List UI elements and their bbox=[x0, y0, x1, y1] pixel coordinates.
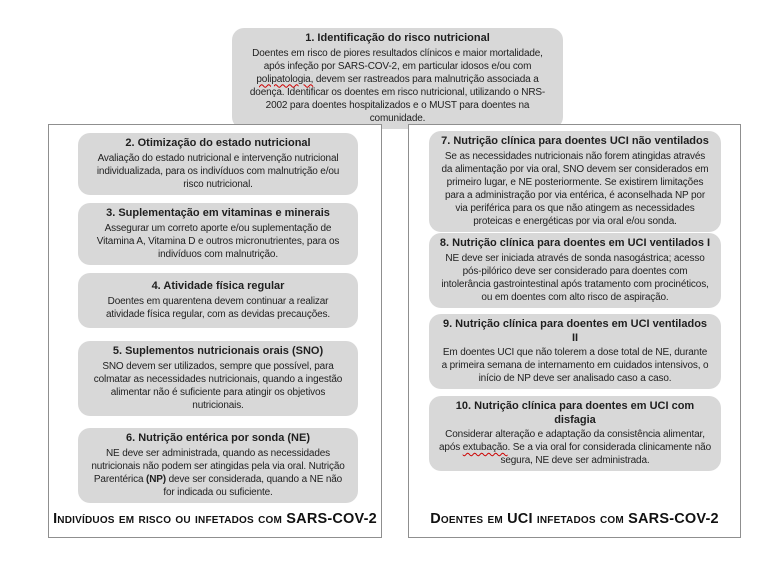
box-9-title: 9. Nutrição clínica para doentes em UCI ventilados II bbox=[442, 318, 708, 344]
box-1-body-post: devem ser rastreados para malnutrição associada a doença. Identificar os doentes em risco nutricional, utilizando o NRS-2002 para doentes hospitalizados e o MUST para doentes na comunidade. bbox=[249, 73, 546, 124]
box-5-oral-nutritional-supplements bbox=[78, 341, 358, 416]
box-3-body: Assegurar um correto aporte e/ou suplementação de Vitamina A, Vitamina D e outros micronutrientes, para os indivíduos com malnutrição. bbox=[96, 222, 340, 260]
box-6-body-post: deve ser considerada, quando a NE não for indicada ou suficiente. bbox=[163, 473, 343, 498]
box-1-body bbox=[242, 47, 553, 125]
box-6-body-pre: NE deve ser administrada, quando as necessidades nutricionais não podem ser atingidas pela via oral. Nutrição Parentérica bbox=[91, 447, 345, 485]
box-10-body-pre: Considerar alteração e adaptação da consistência alimentar, após bbox=[439, 429, 705, 453]
box-4-regular-physical-activity bbox=[78, 273, 358, 328]
box-8-title: 8. Nutrição clínica para doentes em UCI ventilados I bbox=[439, 237, 711, 249]
box-4-title: 4. Atividade física regular bbox=[151, 280, 285, 293]
box-10-icu-dysphagia bbox=[429, 396, 721, 471]
box-10-title: 10. Nutrição clínica para doentes em UCI com disfagia bbox=[455, 400, 695, 426]
box-4-body: Doentes em quarentena devem continuar a realizar atividade física regular, com as devidas precauções. bbox=[106, 295, 330, 320]
box-3-vitamin-mineral-supplementation bbox=[78, 203, 358, 265]
box-2-nutritional-status-optimization bbox=[78, 133, 358, 195]
box-3-title: 3. Suplementação em vitaminas e minerais bbox=[106, 207, 330, 219]
box-1-title: 1. Identificação do risco nutricional bbox=[305, 32, 490, 44]
box-6-body bbox=[88, 447, 348, 499]
panel-right-footer-label: Doentes em UCI infetados com SARS-COV-2 bbox=[430, 511, 719, 527]
panel-individuals-at-risk bbox=[48, 124, 382, 538]
box-7-body: Se as necessidades nutricionais não forem atingidas através da alimentação por via oral, SNO devem ser considerados em primeiro lugar, e NE posteriormente. Se existirem limitações para a administração por via entérica, é aconselhada NP por via periférica para os que não atingem as necessidades proteicas e energéticas por via oral e/ou sonda. bbox=[441, 150, 709, 227]
box-7-icu-non-ventilated bbox=[429, 131, 721, 232]
box-6-enteral-tube-nutrition bbox=[78, 428, 358, 503]
box-10-body bbox=[439, 428, 711, 467]
box-9-body: Em doentes UCI que não tolerem a dose total de NE, durante a primeira semana de internamento em cuidados intensivos, o início de NP deve ser analisado caso a caso. bbox=[441, 347, 709, 384]
box-7-title: 7. Nutrição clínica para doentes UCI não ventilados bbox=[441, 135, 709, 147]
box-9-icu-ventilated-2 bbox=[429, 314, 721, 389]
box-1-body-pre: Doentes em risco de piores resultados clínicos e maior mortalidade, após infeção por SARS-COV-2, em particular idosos e/ou com bbox=[252, 47, 543, 72]
box-8-icu-ventilated-1 bbox=[429, 233, 721, 308]
box-8-body: NE deve ser iniciada através de sonda nasogástrica; acesso pós-pilórico deve ser considerado para doentes com intolerância gastrointestinal após tratamento com procinéticos, ou em doentes com alto risco de aspiração. bbox=[441, 252, 709, 303]
box-1-misspelled-word: polipatologia, bbox=[256, 73, 314, 85]
box-5-title: 5. Suplementos nutricionais orais (SNO) bbox=[112, 345, 324, 357]
box-10-body-post: . Se a via oral for considerada clinicamente não segura, NE deve ser administrada. bbox=[500, 442, 712, 466]
box-6-title: 6. Nutrição entérica por sonda (NE) bbox=[126, 432, 310, 444]
box-2-body: Avaliação do estado nutricional e intervenção nutricional individualizada, para os indivíduos com malnutrição e/ou risco nutricional. bbox=[96, 152, 340, 190]
box-10-misspelled-word: extubação bbox=[462, 442, 508, 453]
panel-left-footer-label: Indivíduos em risco ou infetados com SARS-COV-2 bbox=[53, 511, 377, 527]
box-5-body: SNO devem ser utilizados, sempre que possível, para colmatar as necessidades nutricionais, quando a ingestão alimentar não é suficiente para atingir os objetivos nutricionais. bbox=[93, 360, 343, 411]
box-2-title: 2. Otimização do estado nutricional bbox=[125, 137, 311, 149]
box-6-body-bold-np: (NP) bbox=[146, 473, 166, 485]
box-1-risk-identification bbox=[232, 28, 563, 129]
panel-icu-patients bbox=[408, 124, 741, 538]
